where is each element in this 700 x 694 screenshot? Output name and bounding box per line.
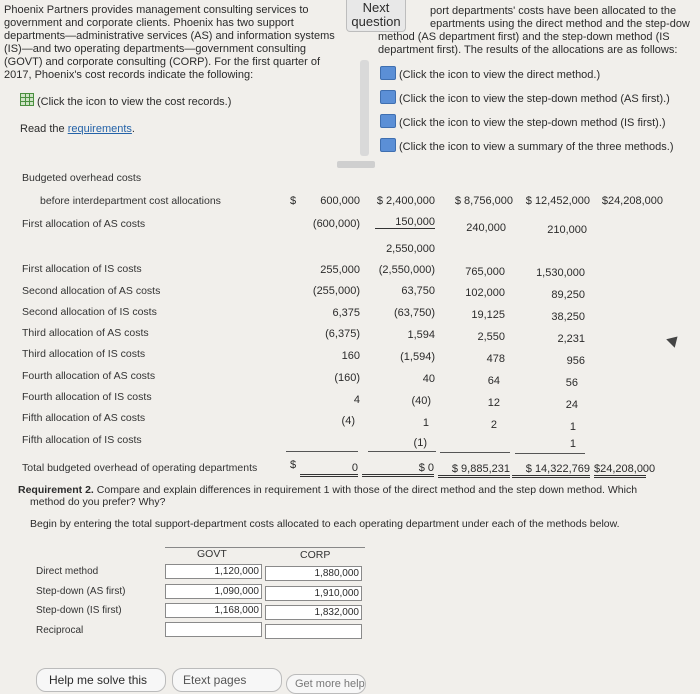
cursor-icon (666, 332, 682, 348)
cell-corp: 89,250 (551, 289, 585, 301)
cell-as: (600,000) (312, 218, 360, 230)
requirement-2-line1: Requirement 2. Compare and explain differences in requirement 1 with those of the direct method and the step down method. Which (18, 484, 638, 496)
cell-corp: $ 12,452,000 (525, 195, 590, 207)
summary-link[interactable]: (Click the icon to view a summary of the three methods.) (380, 138, 674, 154)
cell-govt: 478 (486, 353, 505, 365)
cell-corp: 1,530,000 (536, 267, 585, 279)
intro-line: Phoenix Partners provides management consulting services to (4, 4, 309, 16)
cell-corp: 1 (569, 438, 576, 450)
cell-as: (6,375) (325, 328, 360, 340)
row-label: before interdepartment cost allocations (40, 195, 221, 207)
next-question-button[interactable]: Next question (346, 0, 406, 32)
cell-is: 63,750 (401, 285, 435, 297)
govt-reciprocal-input[interactable] (165, 622, 262, 637)
cell-is: (63,750) (394, 307, 435, 319)
document-icon[interactable] (380, 90, 396, 104)
help-me-solve-button[interactable]: Help me solve this (36, 668, 166, 692)
cell-govt: 19,125 (471, 309, 505, 321)
document-icon[interactable] (380, 114, 396, 128)
cell-corp: 56 (565, 377, 578, 389)
requirement-2-instruction: Begin by entering the total support-department costs allocated to each operating department under each of the methods below. (30, 518, 620, 530)
right-panel-line: epartments using the direct method and the step-dow (430, 18, 690, 30)
right-panel-line: method (AS department first) and the step-down method (IS (378, 31, 670, 43)
cell-is: (1) (413, 437, 427, 449)
govt-direct-input[interactable]: 1,120,000 (165, 564, 262, 579)
cell-is: $ 2,400,000 (376, 195, 435, 207)
intro-line: government and corporate clients. Phoenix has two support (4, 17, 294, 29)
cell-as: (255,000) (312, 285, 360, 297)
dollar-sign: $ (290, 459, 297, 471)
cell-as: (4) (341, 415, 355, 427)
row-label: First allocation of IS costs (22, 263, 142, 275)
cell-is: (1,594) (400, 351, 435, 363)
column-header-corp: CORP (300, 549, 331, 561)
column-header-govt: GOVT (197, 548, 227, 560)
subtotal-rule (440, 452, 510, 453)
govt-step-down-is-input[interactable]: 1,168,000 (165, 603, 262, 618)
cell-is: 150,000 (375, 216, 435, 229)
row-label: Second allocation of AS costs (22, 285, 161, 297)
panel-resize-handle[interactable] (337, 161, 375, 168)
cell-corp: 1 (569, 421, 576, 433)
document-icon[interactable] (380, 138, 396, 152)
dollar-sign: $ (290, 195, 297, 207)
etext-pages-button[interactable]: Etext pages (172, 668, 282, 692)
get-more-help-button[interactable]: Get more help (286, 674, 366, 694)
cell-as: 600,000 (320, 195, 360, 207)
intro-line: 2017, Phoenix's cost records indicate the following: (4, 69, 254, 81)
right-panel-line: department first). The results of the allocations are as follows: (378, 44, 678, 56)
cell-as: (160) (334, 372, 360, 384)
intro-line: departments—administrative services (AS) and information systems (4, 30, 335, 42)
corp-reciprocal-input[interactable] (265, 624, 362, 639)
cell-govt: 12 (487, 397, 500, 409)
cell-corp: 210,000 (547, 224, 587, 236)
cell-corp: 956 (566, 355, 585, 367)
row-label: Budgeted overhead costs (22, 172, 142, 184)
cell-is: (40) (411, 395, 431, 407)
cell-corp-total: $ 14,322,769 (512, 463, 590, 478)
step-down-is-link[interactable]: (Click the icon to view the step-down method (IS first).) (380, 114, 666, 130)
document-icon[interactable] (380, 66, 396, 80)
read-requirements: Read the requirements. (20, 123, 135, 135)
cell-as: 255,000 (320, 264, 360, 276)
cell-as: 6,375 (332, 307, 360, 319)
subtotal-rule (368, 451, 436, 452)
scrollbar[interactable] (360, 60, 369, 156)
cell-as: 160 (341, 350, 360, 362)
spreadsheet-icon[interactable] (20, 93, 34, 106)
govt-step-down-as-input[interactable]: 1,090,000 (165, 584, 262, 599)
cell-is: (2,550,000) (378, 264, 435, 276)
cell-is: 1 (422, 417, 429, 429)
corp-direct-input[interactable]: 1,880,000 (265, 566, 362, 581)
row-label-direct: Direct method (36, 566, 99, 577)
row-label: Fourth allocation of AS costs (22, 370, 156, 382)
corp-step-down-is-input[interactable]: 1,832,000 (265, 605, 362, 620)
subtotal-rule (515, 453, 585, 454)
cell-corp: 38,250 (551, 311, 585, 323)
cell-govt: 2 (490, 419, 497, 431)
cost-records-link[interactable]: (Click the icon to view the cost records.) (20, 93, 231, 109)
corp-step-down-as-input[interactable]: 1,910,000 (265, 586, 362, 601)
direct-method-link[interactable]: (Click the icon to view the direct method.) (380, 66, 600, 82)
intro-line: (IS)—and two operating departments—government consulting (4, 43, 307, 55)
cell-govt-total: $ 9,885,231 (438, 463, 510, 478)
cell-total: $24,208,000 (601, 195, 663, 207)
cell-grand-total: $24,208,000 (594, 463, 646, 478)
row-label-reciprocal: Reciprocal (36, 625, 84, 636)
cell-govt: $ 8,756,000 (454, 195, 513, 207)
row-label: Total budgeted overhead of operating departments (22, 462, 258, 474)
cell-is: 40 (422, 373, 435, 385)
right-panel-line: port departments' costs have been allocated to the (430, 5, 677, 17)
row-label-step-down-is: Step-down (IS first) (36, 605, 122, 616)
subtotal-rule (286, 451, 358, 452)
row-label: Fourth allocation of IS costs (22, 391, 152, 403)
row-label: Second allocation of IS costs (22, 306, 157, 318)
cell-govt: 102,000 (465, 287, 505, 299)
row-label: Third allocation of IS costs (22, 348, 146, 360)
cell-is: 2,550,000 (386, 243, 435, 255)
cell-govt: 2,550 (477, 331, 505, 343)
row-label: Fifth allocation of IS costs (22, 434, 142, 446)
cell-is: 1,594 (407, 329, 435, 341)
step-down-as-link[interactable]: (Click the icon to view the step-down method (AS first).) (380, 90, 670, 106)
header-rule (165, 547, 365, 548)
cell-as: 4 (353, 394, 360, 406)
row-label: First allocation of AS costs (22, 218, 146, 230)
cell-as-total: 0 (300, 462, 358, 477)
intro-line: (GOVT) and corporate consulting (CORP). For the first quarter of (4, 56, 321, 68)
cell-corp: 24 (565, 399, 578, 411)
row-label-step-down-as: Step-down (AS first) (36, 586, 126, 597)
cell-is-total: $ 0 (362, 462, 434, 477)
row-label: Third allocation of AS costs (22, 327, 149, 339)
cell-govt: 64 (487, 375, 500, 387)
requirement-2-line2: method do you prefer? Why? (30, 496, 166, 508)
cell-corp: 2,231 (557, 333, 585, 345)
cell-govt: 240,000 (466, 222, 506, 234)
requirements-link[interactable]: requirements (67, 123, 132, 135)
row-label: Fifth allocation of AS costs (22, 412, 146, 424)
cell-govt: 765,000 (465, 266, 505, 278)
